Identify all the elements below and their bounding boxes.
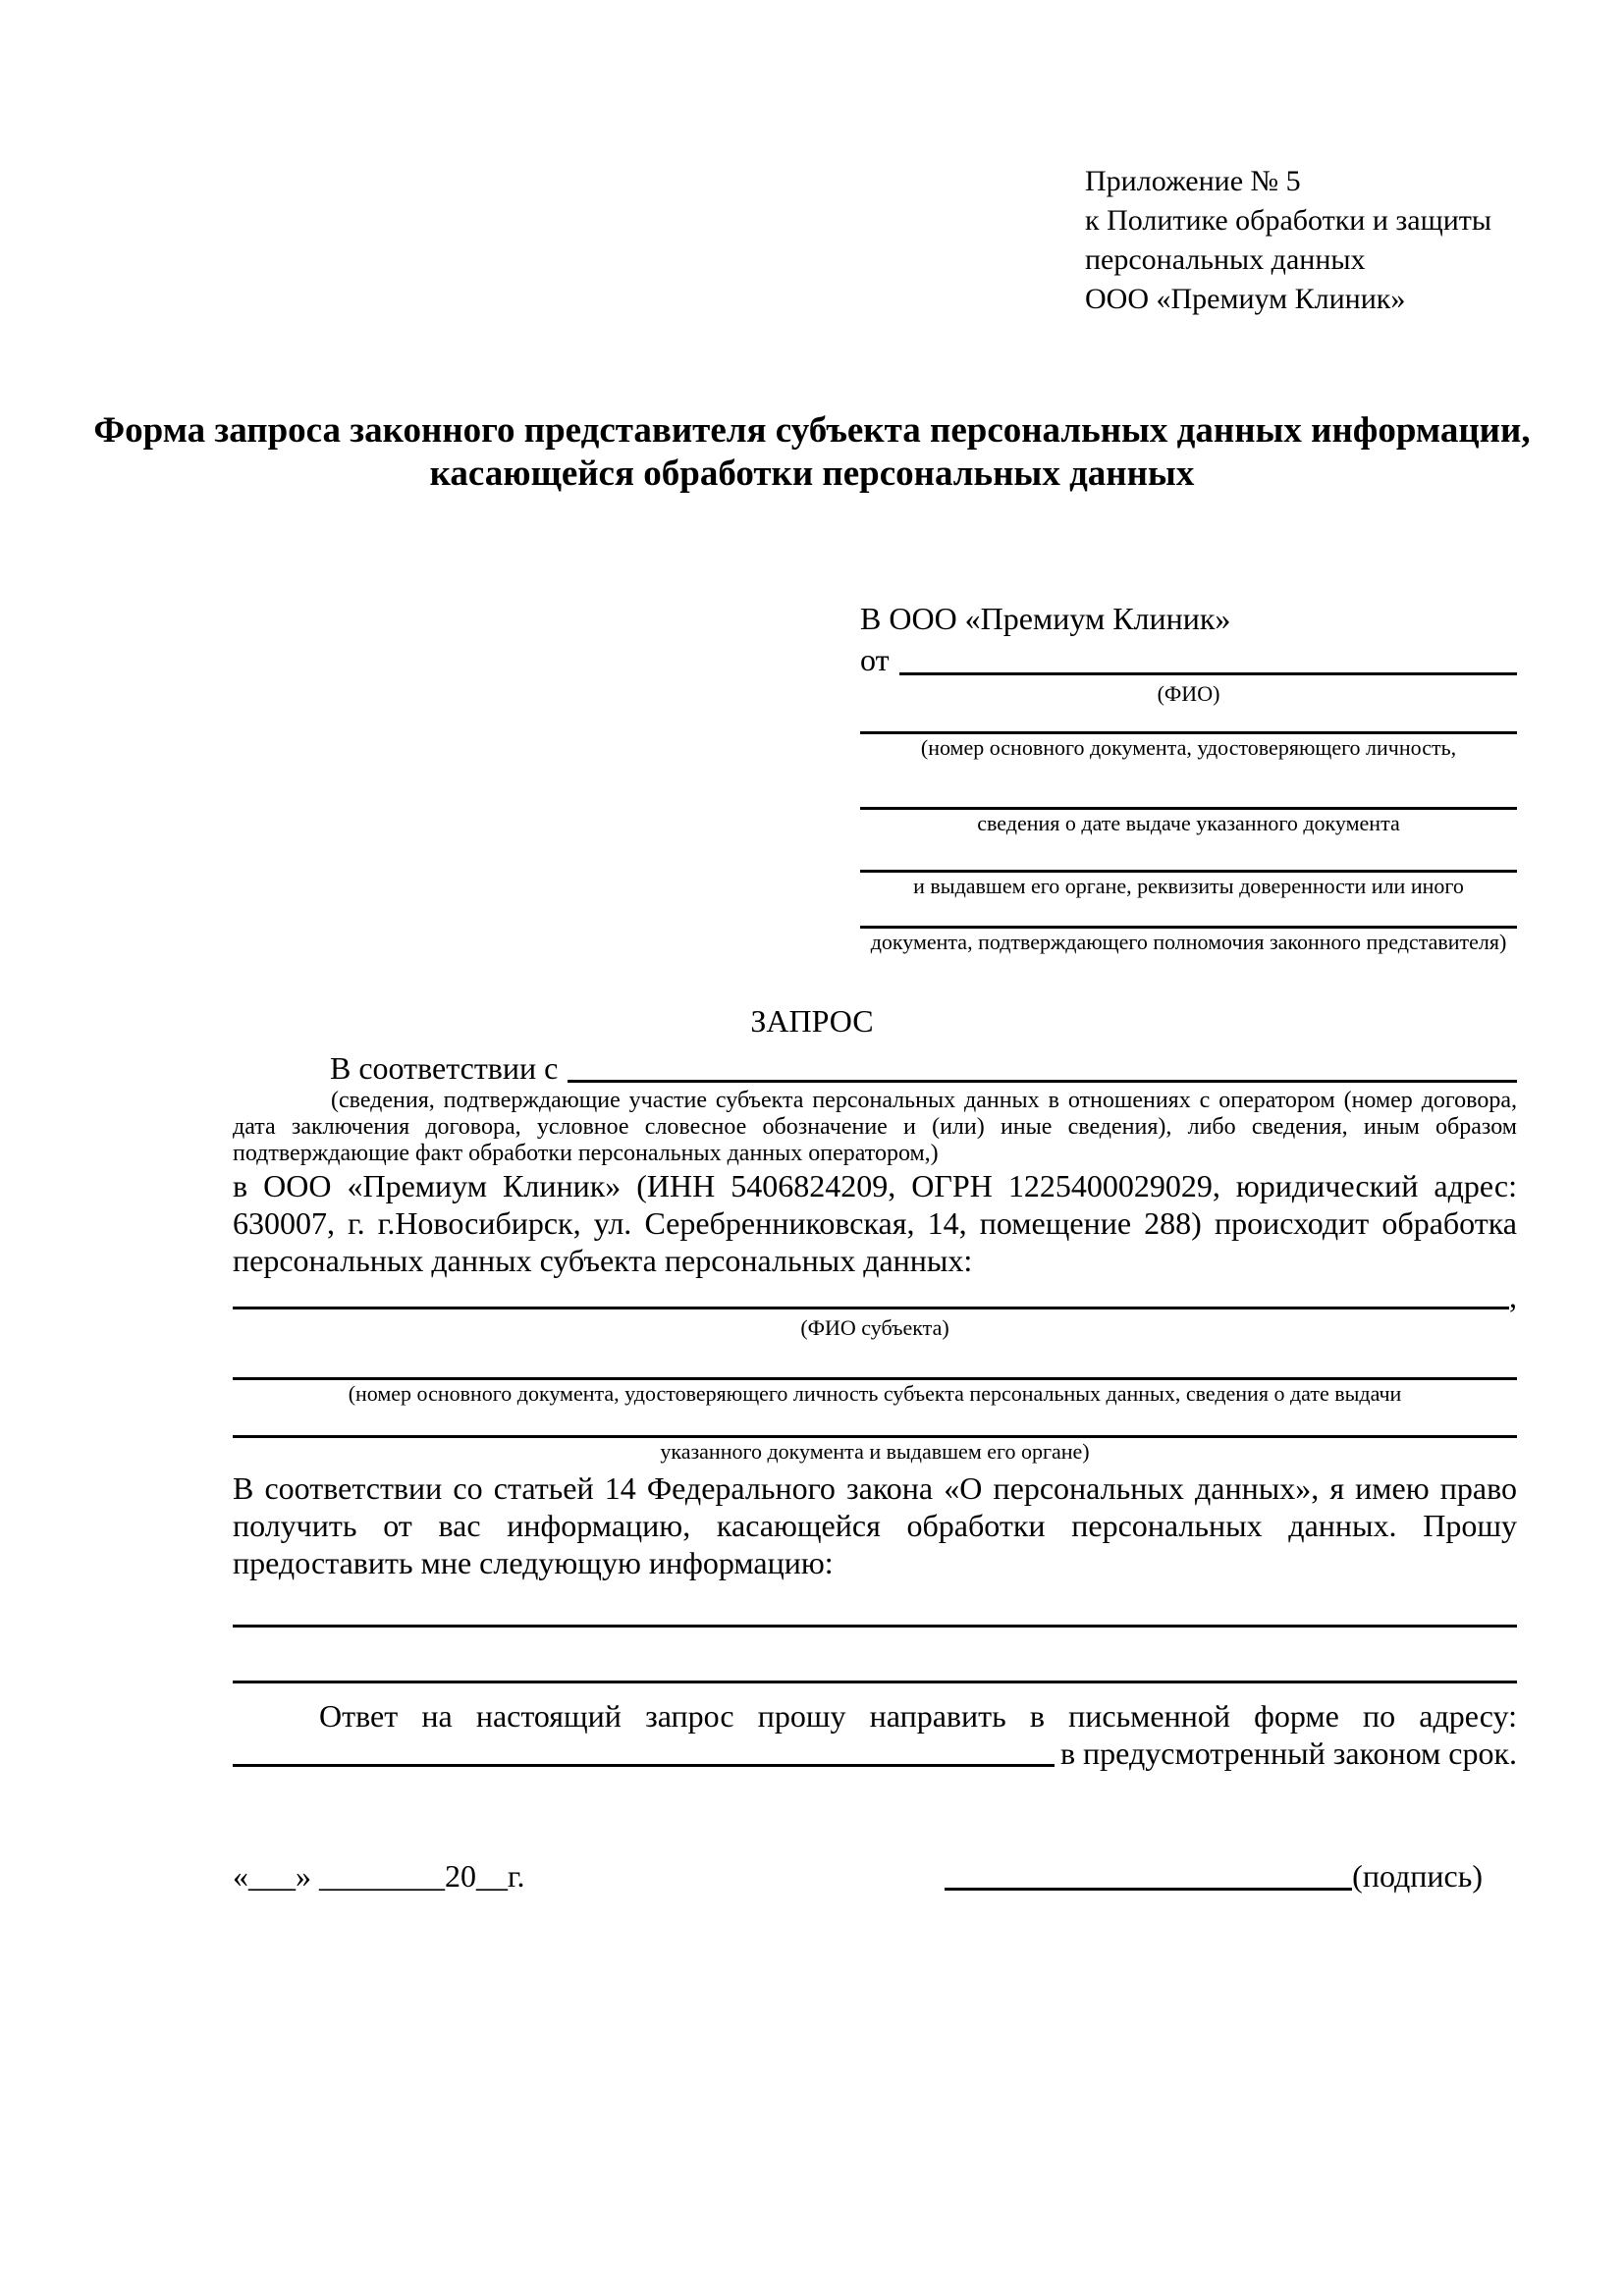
- accordance-blank-line: [568, 1048, 1517, 1083]
- appendix-header-line: к Политике обработки и защиты: [1085, 204, 1492, 237]
- signature-blank-line: [945, 1856, 1352, 1891]
- signature-caption: (подпись): [1352, 1858, 1483, 1894]
- blank-caption-4: документа, подтверждающего полномочия законного представителя): [870, 930, 1507, 954]
- info-blank-line-2: [233, 1681, 1517, 1683]
- operator-paragraph: в ООО «Премиум Клиник» (ИНН 5406824209, ОГРН 1225400029029, юридический адрес: 630007, г. г.Новосибирск, ул. Серебренниковская, 14, помещение 288) происходит обработка персональных данных субъекта персональных данных:: [233, 1168, 1517, 1278]
- subject-fio-row: [233, 1279, 1517, 1314]
- appendix-header-line: персональных данных: [1085, 243, 1366, 276]
- law-reference-paragraph: В соответствии со статьей 14 Федерального закона «О персональных данных», я имею право получить от вас информацию, касающейся обработки персональных данных. Прошу предоставить мне следующую информацию:: [233, 1470, 1517, 1580]
- address-blank-line: [233, 1735, 1055, 1767]
- request-heading: ЗАПРОС: [750, 1003, 874, 1039]
- subject-doc-caption-line1: (номер основного документа, удостоверяющего личность субъекта персональных данных, сведения о дате выдачи: [348, 1381, 1402, 1406]
- comma-suffix: ,: [1509, 1279, 1517, 1314]
- blank-caption-3: и выдавшем его органе, реквизиты доверенности или иного: [913, 874, 1464, 898]
- accordance-note: (сведения, подтверждающие участие субъекта персональных данных в отношениях с оператором (номер договора, дата заключения договора, условное словесное обозначение и (или) иные сведения), либо сведения, иным образом подтверждающие факт обработки персональных данных оператором,): [233, 1088, 1517, 1166]
- document-title: Форма запроса законного представителя субъекта персональных данных информации, касающейся обработки персональных данных: [93, 410, 1531, 494]
- response-address-row: [233, 1735, 1517, 1772]
- subject-fio-caption: (ФИО субъекта): [800, 1315, 949, 1340]
- addressee-org: В ООО «Премиум Клиник»: [860, 601, 1231, 636]
- accordance-prefix: В соответствии с: [330, 1050, 559, 1086]
- blank-caption-1: (номер основного документа, удостоверяющего личность,: [920, 735, 1457, 760]
- document-body: [233, 1048, 1517, 1896]
- date-line: «___» ________20__г.: [233, 1858, 525, 1894]
- date-signature-row: [233, 1856, 1517, 1896]
- subject-fio-blank-line: [233, 1307, 1509, 1309]
- blank-caption-2: сведения о дате выдаче указанного документа: [977, 811, 1400, 835]
- from-row: [860, 639, 1517, 680]
- fio-blank-line: [899, 639, 1517, 675]
- appendix-header: [1085, 162, 1624, 319]
- fio-caption: (ФИО): [1157, 681, 1220, 706]
- accordance-row: [233, 1048, 1517, 1088]
- signature-group: [945, 1856, 1483, 1896]
- from-label: от: [860, 642, 890, 677]
- appendix-header-line: ООО «Премиум Клиник»: [1085, 283, 1406, 315]
- response-suffix: в предусмотренный законом срок.: [1059, 1735, 1517, 1771]
- subject-doc-caption-line2: указанного документа и выдавшем его органе): [660, 1439, 1090, 1464]
- response-request-paragraph: Ответ на настоящий запрос прошу направить в письменной форме по адресу:: [319, 1698, 1517, 1734]
- info-blank-line-1: [233, 1625, 1517, 1628]
- appendix-header-line: Приложение № 5: [1085, 165, 1301, 197]
- addressee-block: [860, 598, 1517, 956]
